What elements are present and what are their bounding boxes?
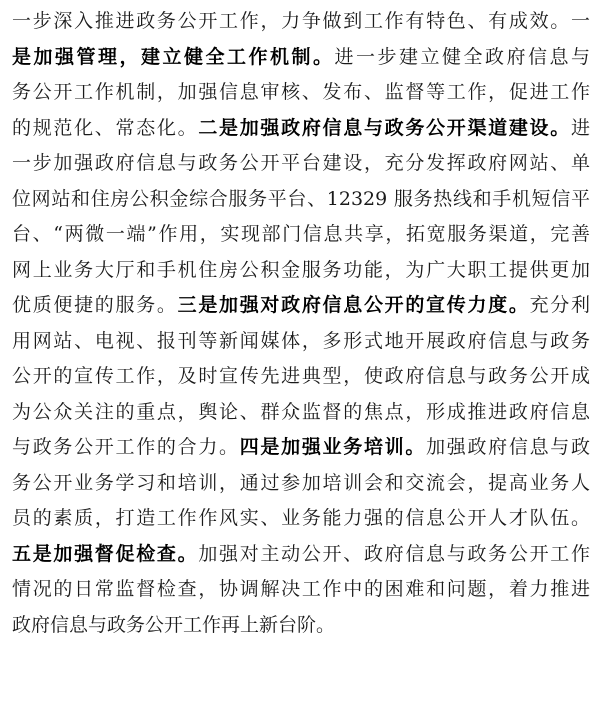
body-text: 优质便捷的服务。 <box>12 294 178 316</box>
body-text: 网上业务大厅和手机住房公积金服务功能，为广大职工提供更加 <box>12 258 590 281</box>
text-line <box>12 466 590 502</box>
body-text: 的规范化、常态化。 <box>12 116 199 139</box>
body-text: 台、“两微一端”作用，实现部门信息共享，拓宽服务渠道，完善 <box>12 223 590 245</box>
text-line <box>12 430 590 466</box>
bold-heading-text: 是加强管理，建立健全工作机制。 <box>12 45 335 68</box>
bold-heading-text: 三是加强对政府信息公开的宣传力度。 <box>177 294 530 316</box>
body-text: 加强对主动公开、政府信息与政务公开工作 <box>198 542 590 565</box>
text-line <box>12 288 590 324</box>
body-text: 一步加强政府信息与政务公开平台建设，充分发挥政府网站、单 <box>12 152 590 174</box>
text-line <box>12 324 590 360</box>
body-text: 务公开工作机制，加强信息审核、发布、监督等工作，促进工作 <box>12 81 590 103</box>
text-line <box>12 75 590 111</box>
bold-heading-text: 四是加强业务培训。 <box>239 436 427 458</box>
text-line <box>12 182 590 218</box>
bold-heading-text: 五是加强督促检查。 <box>12 542 199 565</box>
body-text: 位网站和住房公积金综合服务平台、12329 服务热线和手机短信平 <box>12 187 590 210</box>
body-text: 务公开业务学习和培训，通过参加培训会和交流会，提高业务人 <box>12 471 590 494</box>
text-line <box>12 537 590 573</box>
text-line <box>12 40 590 76</box>
body-text: 情况的日常监督检查，协调解决工作中的困难和问题，着力推进 <box>12 578 590 600</box>
text-line <box>12 4 590 40</box>
body-text: 充分利 <box>529 294 590 316</box>
body-text: 政府信息与政务公开工作再上新台阶。 <box>12 613 336 636</box>
text-line <box>12 359 590 395</box>
body-text: 加强政府信息与政 <box>426 436 590 458</box>
body-text: 员的素质，打造工作作风实、业务能力强的信息公开人才队伍。 <box>12 507 590 529</box>
body-text: 公开的宣传工作，及时宣传先进典型，使政府信息与政务公开成 <box>12 365 590 387</box>
text-line <box>12 608 590 644</box>
text-line <box>12 572 590 608</box>
text-line <box>12 253 590 289</box>
body-text: 进 <box>570 116 590 139</box>
text-line <box>12 217 590 253</box>
text-line <box>12 501 590 537</box>
body-text: 用网站、电视、报刊等新闻媒体，多形式地开展政府信息与政务 <box>12 329 590 352</box>
text-line <box>12 146 590 182</box>
body-text: 进一步建立健全政府信息与 <box>334 45 590 68</box>
body-text: 一步深入推进政务公开工作，力争做到工作有特色、有成效。一 <box>12 10 590 32</box>
bold-heading-text: 二是加强政府信息与政务公开渠道建设。 <box>198 116 571 139</box>
text-line <box>12 111 590 147</box>
body-text: 为公众关注的重点，舆论、群众监督的焦点，形成推进政府信息 <box>12 400 590 423</box>
body-text: 与政务公开工作的合力。 <box>12 436 240 458</box>
text-line <box>12 395 590 431</box>
